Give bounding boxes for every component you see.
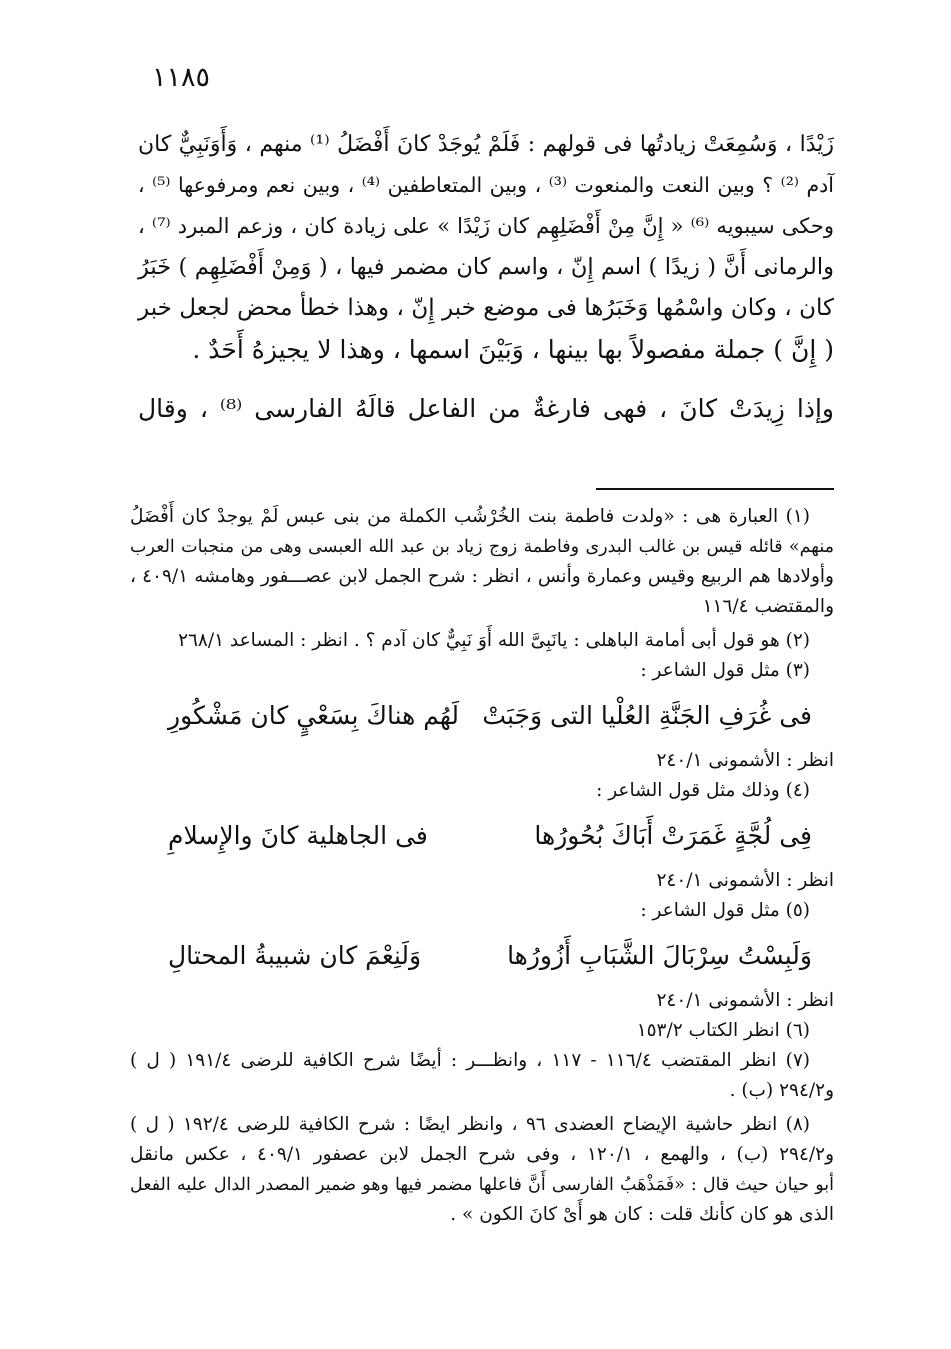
footnote-1-line: والمقتضب ١١٦/٤ [702,596,834,617]
footnote-4-intro: (٤) وذلك مثل قول الشاعر : [596,780,810,801]
main-line: زَيْدًا ، وَسُمِعَتْ زيادتُها فى قولهم : فَلَمْ يُوجَدْ كانَ أَفْضَلُ ⁽¹⁾ منهم ، وَأَوَنَبِيٌّ كان [138,132,834,157]
verse-3-first-hemistich: وَلَبِسْتُ سِرْبَالَ الشَّبَابِ أَزُورُها [507,941,812,970]
verse-1-second-hemistich: لَهُم هناكَ بِسَعْيٍ كان مَشْكُورِ [168,701,460,730]
verse-2-first-hemistich: فِى لُجَّةٍ غَمَرَتْ أَبَاكَ بُحُورُها [534,821,812,850]
footnote-1-line: وأولادها هم الربيع وقيس وعمارة وأنس ، انظر : شرح الجمل لابن عصـــفور وهامشه ٤٠٩/١ ، [130,566,834,587]
main-line: آدم ⁽²⁾ ؟ وبين النعت والمنعوت ⁽³⁾ ، وبين المتعاطفين ⁽⁴⁾ ، وبين نعم ومرفوعها ⁽⁵⁾ ، [138,173,834,197]
footnote-6: (٦) انظر الكتاب ١٥٣/٢ [636,1020,810,1041]
footnote-7-line: (٧) انظر المقتضب ١١٦/٤ - ١١٧ ، وانظـــر : أيضًا شرح الكافية للرضى ١٩١/٤ ( ل ) [130,1050,811,1071]
footnote-5-source: انظر : الأشمونى ٢٤٠/١ [656,990,834,1011]
footnotes [130,502,834,1230]
footnote-8-line: و٢٩٤/٢ (ب) ، والهمع ، ١٢٠/١ ، وفى شرح الجمل لابن عصفور ٤٠٩/١ ، عكس مانقل [130,1144,834,1165]
verse-3-second-hemistich: وَلَنِعْمَ كان شبيبةُ المحتالِ [168,941,422,970]
footnote-8-line: (٨) انظر حاشية الإيضاح العضدى ٩٦ ، وانظر ايضًا : شرح الكافية للرضى ١٩٢/٤ ( ل ) [130,1114,810,1135]
footnote-2: (٢) هو قول أبى أمامة الباهلى : يانَبِىَّ الله أَوَ نَبِيٌّ كان آدم ؟ . انظر : المساعد ٢٦٨/١ [178,630,810,651]
main-line: كان ، وكان واسْمُها وَخَبَرُها فى موضع خبر إِنّ ، وهذا خطأ محض لجعل خبر [138,295,834,321]
footnote-1-line: منهم» قائله قيس بن غالب البدرى وفاطمة زوج زياد بن عبد الله العبسى وهى من منجبات العرب [130,537,834,557]
verse-2-second-hemistich: فى الجاهلية كانَ والإِسلامِ [168,821,428,850]
main-line: والرمانى أَنَّ ( زيدًا ) اسم إِنّ ، واسم كان مضمر فيها ، ( وَمِنْ أَفْضَلِهِم ) خَبَرُ [138,254,834,280]
verse-3 [130,936,834,976]
footnote-separator [596,488,834,490]
main-text [138,124,834,429]
footnote-7-line: و٢٩٤/٢ (ب) . [729,1080,834,1101]
verse-2 [130,816,834,856]
main-line-paragraph2: وإذا زِيدَتْ كانَ ، فهى فارغةٌ من الفاعل قالَهُ الفارسى ⁽⁸⁾ ، وقال [138,394,834,423]
footnote-8-line: الذى هو كان كأنك قلت : كان هو أَىْ كانَ الكون » . [450,1204,834,1225]
footnote-8-line: أبو حيان حيث قال : «فَمَذْهَبُ الفارسى أَنَّ فاعلها مضمر فيها وهو ضمير المصدر الدال عليه الفعل [130,1175,834,1195]
verse-1 [130,696,834,736]
main-line: ( إِنَّ ) جملة مفصولاً بها بينها ، وَبَيْنَ اسمها ، وهذا لا يجيزهُ أَحَدٌ . [192,335,834,364]
page-number: ١١٨٥ [152,62,211,93]
main-line: وحكى سيبويه ⁽⁶⁾ « إِنَّ مِنْ أَفْضَلِهِم كان زَيْدًا » على زيادة كان ، وزعم المبرد ⁽⁷⁾ ، [138,214,834,238]
footnote-1-line: (١) العبارة هى : «ولدت فاطمة بنت الخُرْشُب الكملة من بنى عبس لَمْ يوجدْ كان أَفْضَلُ [130,506,810,527]
footnote-5-intro: (٥) مثل قول الشاعر : [640,900,810,921]
footnote-3-intro: (٣) مثل قول الشاعر : [640,660,810,681]
footnote-3-source: انظر : الأشمونى ٢٤٠/١ [656,750,834,771]
verse-1-first-hemistich: فى غُرَفِ الجَنَّةِ العُلْيا التى وَجَبَتْ [482,701,812,730]
footnote-4-source: انظر : الأشمونى ٢٤٠/١ [656,870,834,891]
